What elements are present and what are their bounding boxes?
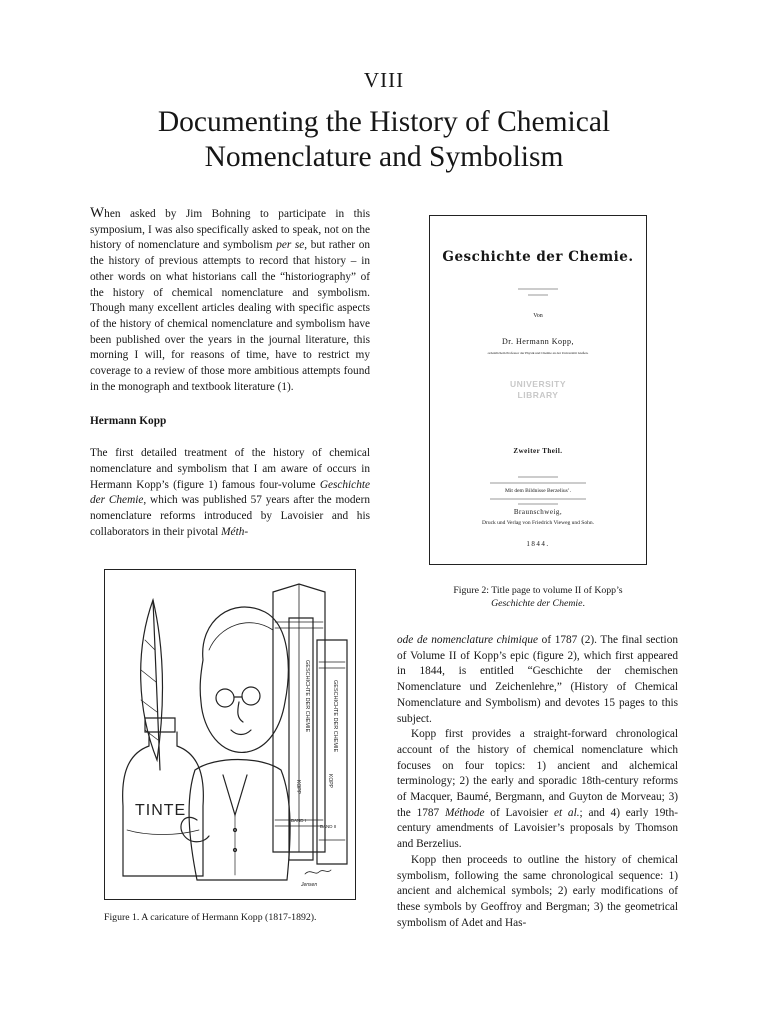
kopp-head [200,607,288,752]
caption-2-period: . [582,598,585,609]
ink-label: TINTE [135,802,187,819]
nomenclature-em: Méthode [444,806,485,819]
intro-text-b: , but rather on the history of previous attempts to record that history – in other words on what historians call the “historiography” of the history of chemical nomenclature and symbolism. Though many excellent articles dealing with specific aspects of the history of chemical nomenclature and symbolism have been published over the years in the journal literature, this morning I will, for reasons of time, have to restrict my coverage to a review of those more ambitious attempts found in the monograph and textbook literature (1). [90,239,370,393]
title-line-2: Nomenclature and Symbolism [204,141,564,173]
spine-text-3: KOPP [295,780,301,794]
artist-signature: Jensen [301,882,318,888]
tp-year: 1844. [526,540,550,548]
spine-text-1: GESCHICHTE DER CHEMIE [304,660,310,733]
nomenclature-text-c: ; and 4) early 19th-century amendments of Lavoisier’s proposals by Thomson and Berzelius. [397,806,678,851]
caption-2-line-2 [397,597,679,610]
quill-feather [141,600,163,760]
continuation-paragraph [397,633,678,727]
caricature-drawing [105,570,355,899]
stamp-line-2: LIBRARY [517,390,559,400]
tp-author: Dr. Hermann Kopp, [501,337,575,346]
dropcap: W [90,205,105,221]
section-heading: Hermann Kopp [90,415,167,428]
band-label-2: BAND II [320,824,337,829]
ink-bottle [145,718,175,732]
spine-text-4: KOPP [327,774,333,788]
caption-2-book-title: Geschichte der Chemie [491,598,583,609]
tp-title: Geschichte der Chemie. [442,249,634,265]
caption-2-line-1: Figure 2: Title page to volume II of Kopp’s [453,585,623,596]
title-line-1: Documenting the History of Chemical [157,106,611,138]
nomenclature-text-b: of Lavoisier [484,806,554,819]
tp-part: Zweiter Theil. [513,447,563,455]
kopp-text-a: The first detailed treatment of the history of chemical nomenclature and symbolism that I am aware of occurs in Hermann Kopp’s (figure 1) famous four-volume [90,447,370,491]
figure-2-caption [397,584,679,610]
stamp-line-1: UNIVERSITY [509,379,566,389]
figure-1-caricature [104,569,356,900]
tp-affiliation: ordentlichem Professor der Physik und Chemie an der Universität Gießen. [487,351,589,355]
continuation-text: of 1787 (2). The final section of Volume II of Kopp’s epic (figure 2), which first appeared in 1844, is entitled “Geschichte der chemischen Nomenclature und Zeichenlehre,” (History of Chemical Nomenclature and Symbolism) and devotes 15 pages to this subject. [397,634,678,725]
page-title [0,105,768,175]
intro-paragraph [90,206,370,395]
nomenclature-paragraph [397,727,678,853]
intro-text-a: hen asked by Jim Bohning to participate in this symposium, I was also specifically asked to speak, not on the history of nomenclature and symbolism [90,208,370,252]
chapter-number: VIII [363,68,405,92]
kopp-text-em: Geschichte der Chemie [90,478,370,507]
continuation-em: ode de nomenclature chimique [397,634,539,646]
right-column [397,633,678,931]
kopp-text-b: , which was published 57 years after the modern nomenclature reforms introduced by Lavoisier and his collaborators in their pivotal [90,494,370,538]
symbolism-paragraph: Kopp then proceeds to outline the history of chemical symbolism, following the same chronological sequence: 1) ancient and alchemical symbols; 2) early modifications of these symbols by Geoffroy and Bergman; 3) the geometrical symbolism of Adet and Has- [397,853,678,929]
nomenclature-text-a: Kopp first provides a straight-forward chronological account of the history of chemical nomenclature which focuses on four topics: 1) ancient and alchemical terminology; 2) the early and sporadic 18th-century reforms of Macquer, Baumé, Bergmann, and Guyton de Morveau; 3) the 1787 [397,728,678,819]
intro-text-em: per se [276,239,305,252]
kopp-paragraph [90,446,370,540]
book-3 [317,640,347,864]
book-2 [289,618,313,860]
figure-2-title-page [429,215,647,565]
tp-printer: Druck und Verlag von Friedrich Vieweg und Sohn. [482,520,594,526]
kopp-text-em2: Méth- [221,525,249,538]
band-label-1: BAND I [291,818,307,823]
tp-von: Von [533,313,543,319]
nomenclature-em2: et al. [553,806,580,819]
left-column [90,206,370,540]
figure-1-caption: Figure 1. A caricature of Hermann Kopp (1817-1892). [104,912,317,923]
library-stamp [430,379,646,401]
tp-portrait-note: Mit dem Bildnisse Berzelius’. [505,488,571,494]
tp-city: Braunschweig, [513,508,563,516]
spine-text-2: GESCHICHTE DER CHEMIE [332,680,338,753]
